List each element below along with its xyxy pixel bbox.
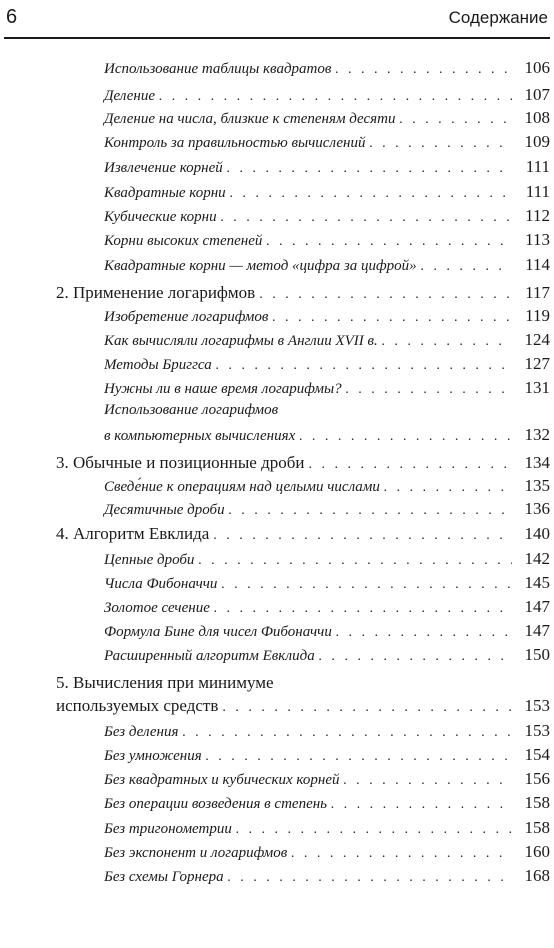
toc-leader [421, 259, 512, 275]
toc-entry-page: 113 [525, 230, 550, 249]
toc-entry-page: 111 [525, 157, 550, 176]
toc-entry-page: 132 [524, 425, 550, 444]
toc-chapter-page: 134 [524, 453, 550, 472]
toc-entry-title: Квадратные корни — метод «цифра за цифрой» [104, 258, 417, 274]
toc-chapter-title: 4. Алгоритм Евклида [56, 524, 210, 543]
toc-entry-title: Без экспонент и логарифмов [104, 845, 288, 861]
toc-entry-page: 106 [524, 58, 550, 77]
toc-leader [331, 797, 512, 813]
toc-entry-title: Изобретение логарифмов [104, 309, 269, 325]
toc-entry-page: 147 [524, 621, 550, 640]
toc-leader [222, 700, 512, 716]
toc-chapter-title: 3. Обычные и позиционные дроби [56, 453, 305, 472]
toc-entry-page: 136 [524, 499, 550, 518]
toc-entry-page: 156 [524, 769, 550, 788]
toc-entry-page: 135 [524, 476, 550, 495]
toc-leader [182, 725, 512, 741]
toc-entry-page: 124 [524, 330, 550, 349]
toc-entry-title: Числа Фибоначчи [104, 576, 218, 592]
toc-leader [382, 334, 512, 350]
running-head-title: Содержание [448, 8, 548, 27]
toc-entry-title: Корни высоких степеней [104, 233, 263, 249]
toc-leader [369, 136, 512, 152]
toc-chapter-title: используемых средств [56, 696, 219, 715]
toc-leader [308, 457, 512, 473]
toc-entry-page: 131 [524, 378, 550, 397]
toc-leader [384, 480, 512, 496]
toc-leader [221, 577, 512, 593]
page-number: 6 [6, 6, 18, 28]
toc-entry-page: 111 [525, 182, 550, 201]
toc-entry-title: Деление [104, 88, 155, 104]
toc-leader [236, 822, 512, 838]
toc-entry-title: Деление на числа, близкие к степеням десяти [104, 111, 396, 127]
toc-entry-title: Формула Бине для чисел Фибоначчи [104, 624, 332, 640]
toc-leader [319, 649, 512, 665]
toc-entry-title: Без деления [104, 724, 179, 740]
toc-leader [206, 749, 512, 765]
toc-leader [230, 186, 512, 202]
toc-chapter-page: 140 [524, 524, 550, 543]
toc-entry-title: Методы Бриггса [104, 357, 212, 373]
toc-entry-title: Квадратные корни [104, 185, 226, 201]
toc-leader [259, 287, 512, 303]
toc-leader [214, 601, 512, 617]
toc-entry-page: 119 [525, 306, 550, 325]
toc-chapter-title: 2. Применение логарифмов [56, 283, 256, 302]
toc-entry-title: Без операции возведения в степень [104, 796, 328, 812]
toc-entry-title-line1: Использование логарифмов [104, 402, 279, 418]
toc-entry-title: в компьютерных вычислениях [104, 428, 296, 444]
toc-entry-page: 142 [524, 549, 550, 568]
toc-entry-title: Без схемы Горнера [104, 869, 224, 885]
toc-entry-page: 158 [524, 793, 550, 812]
toc-entry-page: 168 [524, 866, 550, 885]
toc-entry-page: 127 [524, 354, 550, 373]
toc-entry-title: Десятичные дроби [104, 502, 225, 518]
toc-entry-page: 108 [524, 108, 550, 127]
toc-entry-title: Извлечение корней [104, 160, 223, 176]
toc-entry-page: 154 [524, 745, 550, 764]
toc-leader [266, 234, 512, 250]
toc-leader [221, 210, 512, 226]
toc-entry-title: Золотое сечение [104, 600, 210, 616]
toc-entry-title: Контроль за правильностью вычислений [104, 135, 366, 151]
toc-leader [213, 528, 512, 544]
toc-entry-title: Кубические корни [104, 209, 217, 225]
toc-chapter-title-line1: 5. Вычисления при минимуме [56, 673, 274, 692]
toc-leader [335, 62, 512, 78]
toc-chapter-page: 153 [524, 696, 550, 715]
toc-leader [227, 161, 512, 177]
toc-entry-page: 112 [525, 206, 550, 225]
toc-entry-page: 153 [524, 721, 550, 740]
toc-entry-title: Без умножения [104, 748, 202, 764]
toc-entry-page: 158 [524, 818, 550, 837]
toc-entry-title: Цепные дроби [104, 552, 195, 568]
toc-entry-page: 109 [524, 132, 550, 151]
toc-leader [399, 112, 512, 128]
toc-entry-page: 145 [524, 573, 550, 592]
toc-entry-title: Без квадратных и кубических корней [104, 772, 340, 788]
toc-leader [346, 382, 512, 398]
toc-leader [336, 625, 512, 641]
toc-leader [272, 310, 512, 326]
toc-leader [159, 89, 512, 105]
toc-entry-title: Сведе́ние к операциям над целыми числами [104, 479, 380, 495]
toc-entry-page: 107 [524, 85, 550, 104]
toc-entry-title: Без тригонометрии [104, 821, 232, 837]
toc-leader [343, 773, 512, 789]
toc-chapter-page: 117 [525, 283, 550, 302]
toc-entry-page: 150 [524, 645, 550, 664]
toc-leader [229, 503, 512, 519]
toc-entry-page: 114 [525, 255, 550, 274]
toc-leader [198, 553, 512, 569]
toc-entry-page: 160 [524, 842, 550, 861]
toc-leader [216, 358, 512, 374]
toc-entry-title: Расширенный алгоритм Евклида [104, 648, 315, 664]
toc-entry-title: Как вычисляли логарифмы в Англии XVII в. [104, 333, 378, 349]
toc-entry-title: Использование таблицы квадратов [104, 61, 332, 77]
toc-entry-title: Нужны ли в наше время логарифмы? [104, 381, 342, 397]
toc-leader [228, 870, 512, 886]
toc-entry-page: 147 [524, 597, 550, 616]
toc-leader [291, 846, 512, 862]
toc-leader [299, 429, 512, 445]
